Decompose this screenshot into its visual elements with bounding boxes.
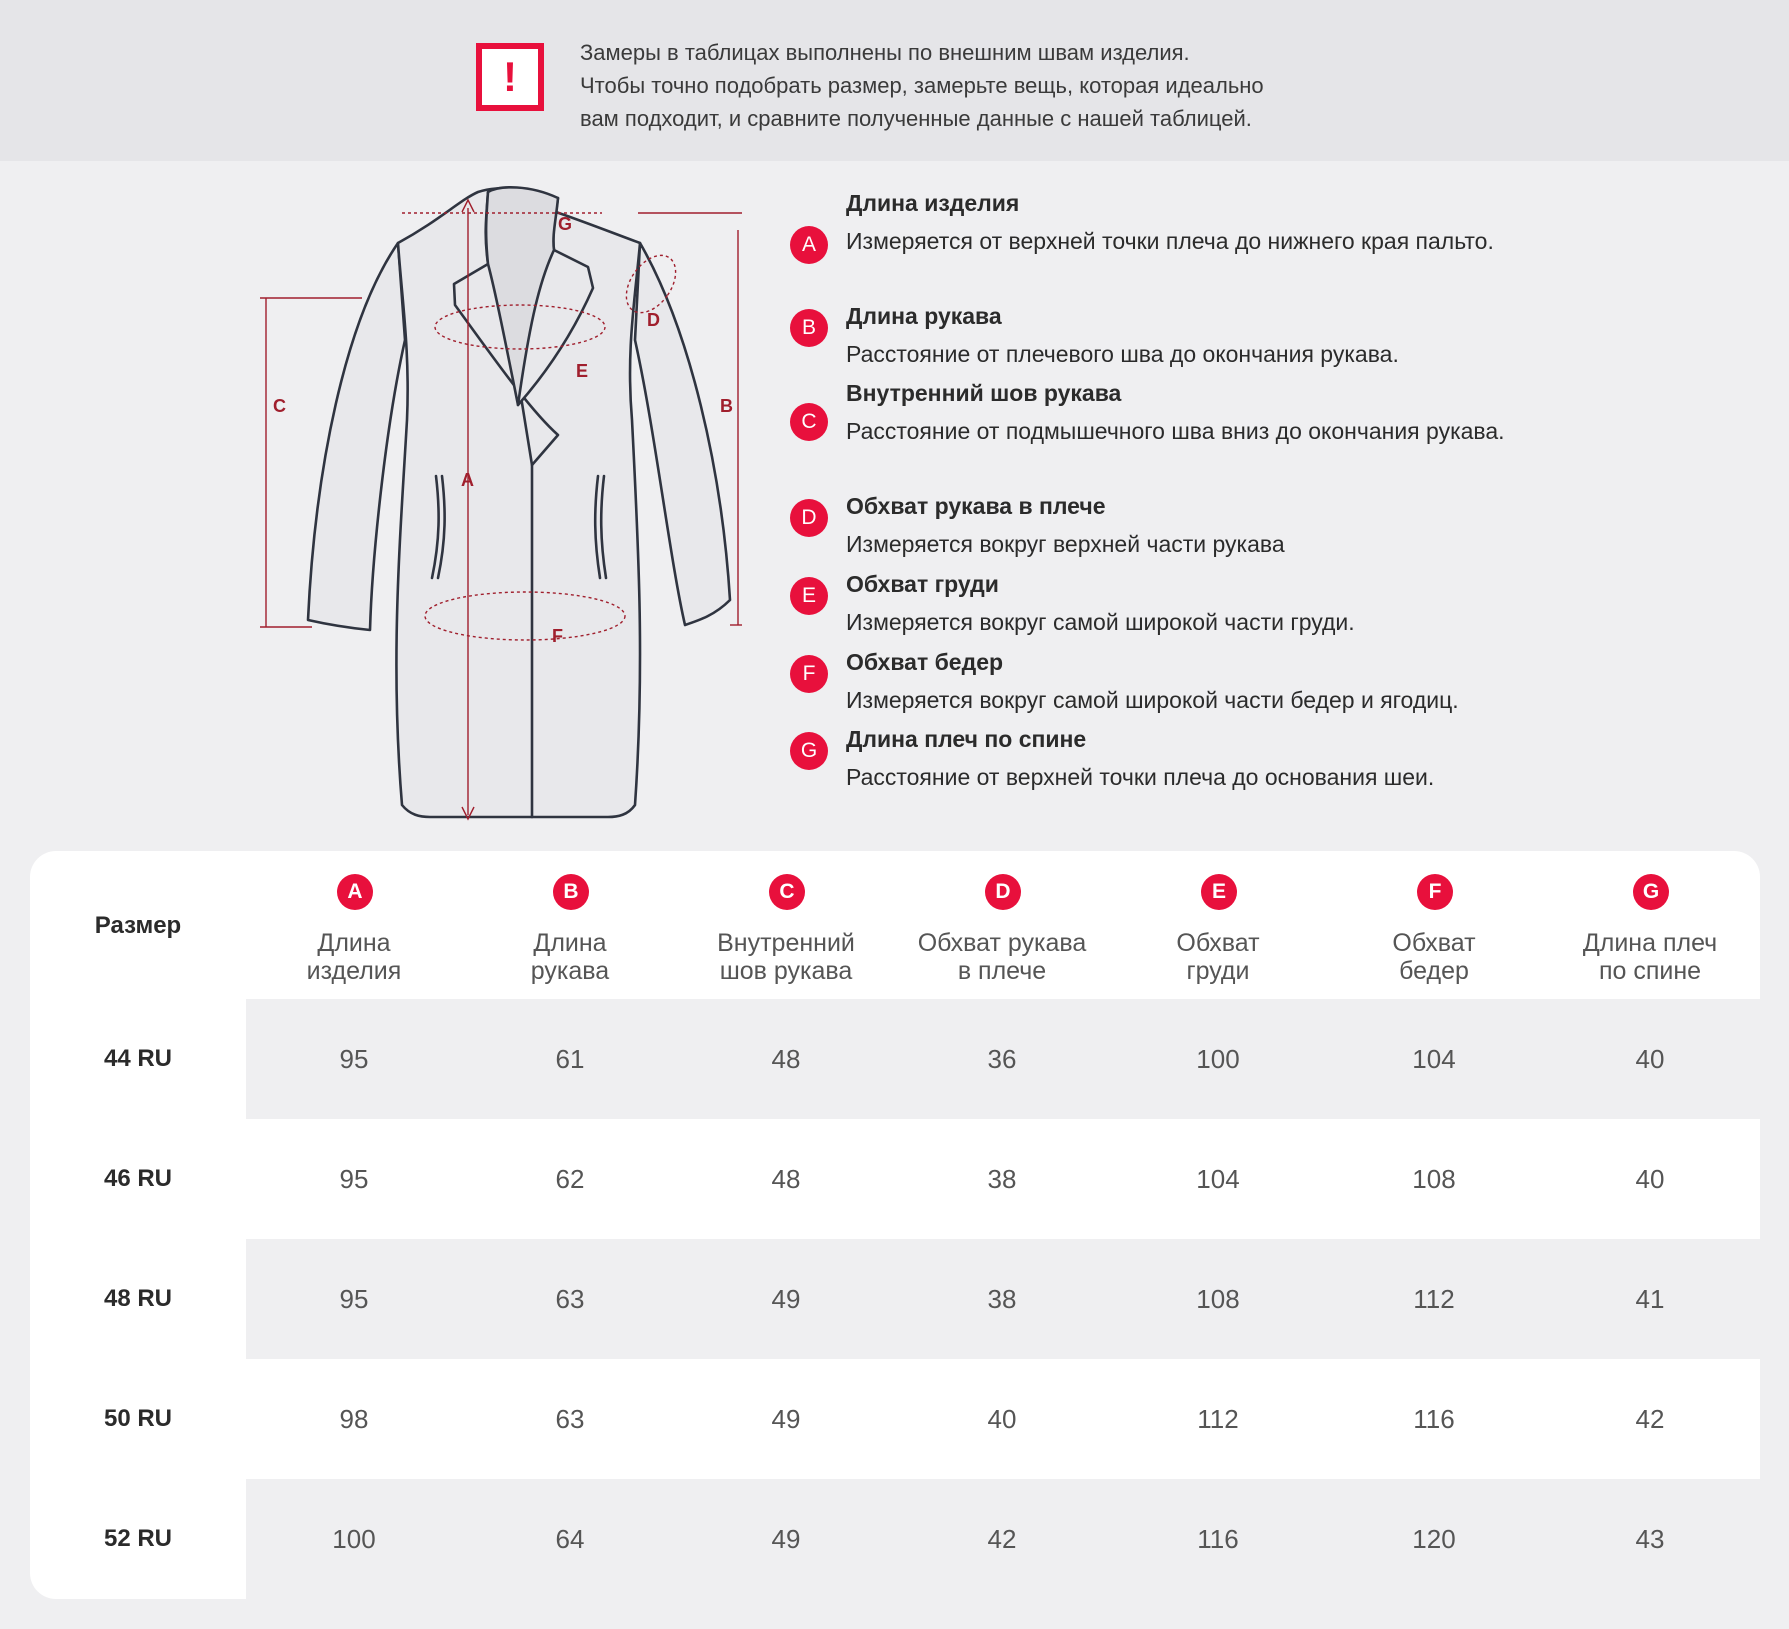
table-cell: 95 [339, 1163, 369, 1194]
table-cell: 42 [1635, 1403, 1665, 1434]
badge-c-icon: C [790, 403, 828, 441]
table-cell: 40 [1635, 1163, 1665, 1194]
exclamation-icon: ! [476, 43, 544, 111]
legend-desc: Измеряется вокруг верхней части рукава [846, 531, 1285, 557]
column-label: Обхват бедер [1392, 929, 1476, 985]
table-cell: 112 [1413, 1283, 1455, 1314]
legend-title: Внутренний шов рукава [846, 380, 1122, 406]
badge-a-icon: A [790, 226, 828, 264]
legend-title: Длина плеч по спине [846, 726, 1087, 752]
notice-banner [0, 0, 1789, 161]
legend-title: Длина рукава [846, 303, 1002, 329]
table-cell: 64 [555, 1523, 585, 1554]
table-cell: 112 [1197, 1403, 1239, 1434]
table-cell: 100 [1196, 1043, 1240, 1074]
label-g: G [558, 214, 573, 234]
column-header-f [1326, 851, 1542, 1001]
table-cell: 40 [1635, 1043, 1665, 1074]
table-row [30, 1119, 1760, 1239]
legend-desc: Расстояние от верхней точки плеча до основания шеи. [846, 764, 1435, 790]
badge-f-icon: F [1417, 874, 1453, 910]
column-header-c [678, 851, 894, 1001]
legend-desc: Измеряется вокруг самой широкой части груди. [846, 609, 1355, 635]
table-cell: 40 [987, 1403, 1017, 1434]
badge-g-icon: G [1633, 874, 1669, 910]
notice-line: Замеры в таблицах выполнены по внешним швам изделия. [580, 40, 1190, 65]
badge-e-icon: E [1201, 874, 1237, 910]
table-cell: 49 [771, 1403, 801, 1434]
table-cell: 43 [1635, 1523, 1665, 1554]
badge-b-icon: B [790, 309, 828, 347]
badge-a-icon: A [337, 874, 373, 910]
column-label: Обхват груди [1176, 929, 1260, 985]
column-header-e [1110, 851, 1326, 1001]
table-cell: 36 [987, 1043, 1017, 1074]
column-header-d [894, 851, 1110, 1001]
table-cell: 104 [1196, 1163, 1240, 1194]
label-c: C [273, 396, 286, 416]
column-label: Длина рукава [530, 929, 610, 985]
legend-title: Обхват бедер [846, 649, 1004, 675]
table-cell: 63 [555, 1403, 585, 1434]
table-cell: 61 [555, 1043, 585, 1074]
column-label: Длина плеч по спине [1582, 929, 1718, 985]
notice-line: Чтобы точно подобрать размер, замерьте вещь, которая идеально [580, 73, 1264, 98]
coat-measurement-diagram [273, 180, 770, 840]
table-cell: 100 [332, 1523, 376, 1554]
table-row [30, 999, 1760, 1119]
notice-text [580, 36, 1340, 135]
table-cell: 116 [1413, 1403, 1455, 1434]
table-cell: 98 [339, 1403, 369, 1434]
legend-title: Обхват рукава в плече [846, 493, 1106, 519]
column-label: Длина изделия [306, 929, 402, 985]
column-label: Внутренний шов рукава [717, 929, 855, 985]
row-size: 46 RU [103, 1165, 173, 1192]
label-e: E [576, 361, 589, 381]
legend-title: Обхват груди [846, 571, 999, 597]
size-table [30, 851, 1760, 1599]
legend-desc: Измеряется вокруг самой широкой части бедер и ягодиц. [846, 687, 1459, 713]
row-size: 52 RU [103, 1525, 173, 1552]
size-column-header: Размер [94, 912, 182, 939]
table-cell: 108 [1196, 1283, 1240, 1314]
row-size: 50 RU [103, 1405, 173, 1432]
table-cell: 49 [771, 1283, 801, 1314]
badge-d-icon: D [790, 499, 828, 537]
legend-desc: Расстояние от подмышечного шва вниз до окончания рукава. [846, 418, 1505, 444]
column-label: Обхват рукава в плече [917, 929, 1087, 985]
column-header-g [1542, 851, 1758, 1001]
table-cell: 63 [555, 1283, 585, 1314]
badge-b-icon: B [553, 874, 589, 910]
table-cell: 116 [1197, 1523, 1239, 1554]
table-cell: 48 [771, 1163, 801, 1194]
row-size: 44 RU [103, 1045, 173, 1072]
badge-d-icon: D [985, 874, 1021, 910]
table-cell: 48 [771, 1043, 801, 1074]
table-cell: 108 [1412, 1163, 1456, 1194]
column-header-a [246, 851, 462, 1001]
table-cell: 38 [987, 1283, 1017, 1314]
table-cell: 95 [339, 1283, 369, 1314]
row-size: 48 RU [103, 1285, 173, 1312]
right-sleeve [635, 243, 730, 625]
legend-desc: Расстояние от плечевого шва до окончания рукава. [846, 341, 1399, 367]
badge-g-icon: G [790, 732, 828, 770]
label-d: D [647, 310, 660, 330]
table-cell: 49 [771, 1523, 801, 1554]
table-row [30, 1239, 1760, 1359]
legend-title: Длина изделия [846, 190, 1020, 216]
badge-e-icon: E [790, 577, 828, 615]
left-sleeve [308, 243, 405, 630]
table-cell: 104 [1412, 1043, 1456, 1074]
label-b: B [720, 396, 733, 416]
column-header-b [462, 851, 678, 1001]
badge-f-icon: F [790, 655, 828, 693]
table-row [30, 1359, 1760, 1479]
legend-desc: Измеряется от верхней точки плеча до нижнего края пальто. [846, 228, 1494, 254]
notice-line: вам подходит, и сравните полученные данные с нашей таблицей. [580, 106, 1252, 131]
table-cell: 95 [339, 1043, 369, 1074]
label-f: F [552, 626, 563, 646]
label-a: A [461, 470, 474, 490]
badge-c-icon: C [769, 874, 805, 910]
table-cell: 62 [555, 1163, 585, 1194]
table-row [30, 1479, 1760, 1599]
table-cell: 38 [987, 1163, 1017, 1194]
table-cell: 42 [987, 1523, 1017, 1554]
table-cell: 120 [1412, 1523, 1456, 1554]
table-cell: 41 [1635, 1283, 1665, 1314]
